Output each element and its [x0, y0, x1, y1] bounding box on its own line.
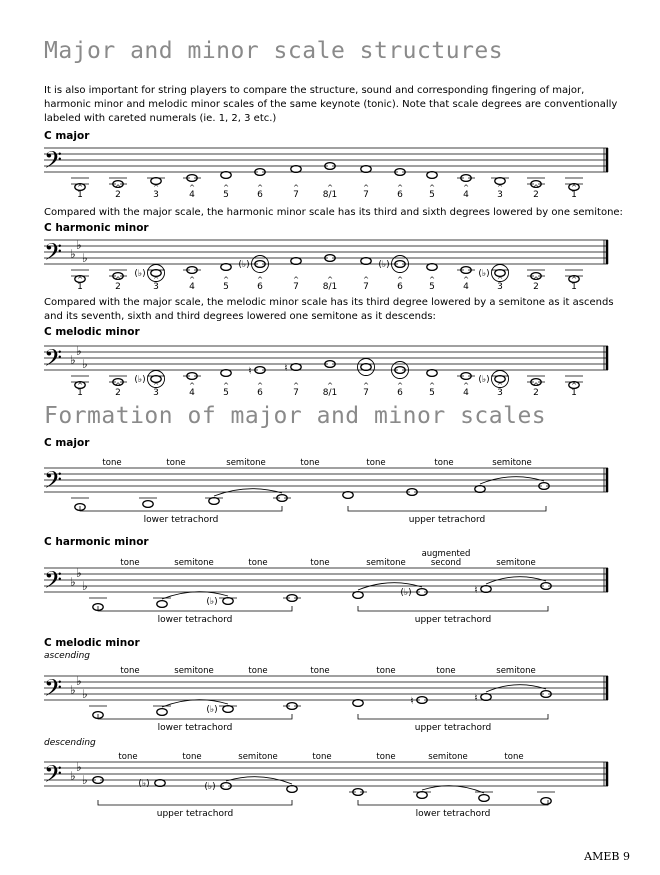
step-label: tone: [102, 458, 122, 468]
scale-degree: 7: [293, 388, 299, 398]
tetrachord-bracket: [348, 506, 546, 511]
tetrachord-brackets: [98, 714, 548, 733]
step-label: tone: [310, 558, 330, 568]
step-label: semitone: [496, 666, 536, 676]
caret: ^: [115, 276, 121, 284]
scale-note: [291, 166, 301, 173]
harmonic-compare-text: Compared with the major scale, the harmonic minor scale has its third and sixth degrees lowered by one semitone:: [44, 207, 623, 218]
formation-melodic-desc-notes: [93, 777, 555, 805]
scale-degree: 5: [223, 388, 229, 398]
formation-melodic-ascending-staff: [0, 652, 660, 737]
formation-harmonic-notes: [89, 577, 551, 611]
tetrachord-brackets: [80, 506, 546, 525]
svg-text:♭: ♭: [70, 247, 76, 261]
scale-note: [343, 492, 353, 499]
tetrachord-brackets: [98, 606, 548, 625]
bass-clef-icon: 𝄢: [44, 466, 63, 499]
bass-clef-icon: 𝄢: [44, 344, 63, 377]
scale-note: [479, 795, 489, 802]
melodic-compare-text: Compared with the major scale, the melodic minor scale has its third degree lowered by a semitone as it ascends and its seventh, sixth and third degrees lowered one semitone as it descends:: [44, 297, 614, 322]
flat-accidental: (♭): [134, 375, 146, 385]
svg-text:♭: ♭: [76, 760, 82, 774]
tetrachord-label: lower tetrachord: [415, 809, 491, 819]
step-label: tone: [182, 752, 202, 762]
caret: ^: [257, 382, 263, 390]
caret: ^: [497, 276, 503, 284]
step-label: tone: [120, 558, 140, 568]
scale-note: [481, 586, 491, 593]
scale-degree: 6: [397, 282, 403, 292]
c-melodic-minor-notes: [71, 359, 583, 399]
step-label: semitone: [492, 458, 532, 468]
step-label: semitone: [496, 558, 536, 568]
caret: ^: [533, 276, 539, 284]
svg-text:♭: ♭: [76, 674, 82, 688]
formation-c-major-notes: [71, 477, 549, 511]
slur: [162, 592, 228, 599]
scale-note: [353, 700, 363, 707]
scale-degree: 6: [397, 190, 403, 200]
tetrachord-bracket: [98, 606, 292, 611]
intro-paragraph: It is also important for string players to compare the structure, sound and corresponding fingering of major, harmonic minor and melodic minor scales of the same keynote (tonic). Note that scale degrees are conventionally labeled with careted numerals (ie. 1, 2, 3 etc.): [44, 85, 618, 124]
c-major-scale-staff: [0, 143, 660, 200]
step-label: tone: [436, 666, 456, 676]
descending-label: descending: [44, 738, 96, 748]
scale-note: [143, 501, 153, 508]
caret: ^: [115, 382, 121, 390]
harmonic-step-labels: [120, 549, 535, 568]
scale-note: [361, 364, 371, 371]
caret: ^: [363, 382, 369, 390]
scale-degree: 4: [463, 282, 469, 292]
key-signature-flats: [70, 760, 88, 787]
step-label: tone: [118, 752, 138, 762]
scale-note: [157, 709, 167, 716]
bass-clef-icon: 𝄢: [44, 238, 63, 271]
caret: ^: [77, 184, 83, 192]
c-melodic-minor-label: C melodic minor: [44, 326, 140, 338]
scale-degree: 5: [429, 190, 435, 200]
flat-accidental: (♭): [204, 782, 216, 792]
formation-c-melodic-minor-label: C melodic minor: [44, 637, 140, 649]
caret: ^: [223, 276, 229, 284]
scale-note: [221, 172, 231, 179]
natural-accidental: ♮: [410, 696, 414, 707]
caret: ^: [327, 276, 333, 284]
step-label: semitone: [226, 458, 266, 468]
caret: ^: [189, 184, 195, 192]
tetrachord-bracket: [80, 506, 282, 511]
tetrachord-label: upper tetrachord: [408, 515, 486, 525]
caret: ^: [257, 184, 263, 192]
scale-degree: 4: [189, 190, 195, 200]
step-label: augmented: [421, 549, 471, 559]
c-major-label: C major: [44, 130, 90, 142]
step-label: second: [430, 558, 462, 568]
scale-degree: 5: [429, 388, 435, 398]
scale-note: [353, 592, 363, 599]
section-heading-formation: Formation of major and minor scales: [44, 403, 547, 429]
scale-degree: 6: [257, 282, 263, 292]
tetrachord-label: lower tetrachord: [143, 515, 219, 525]
flat-accidental: (♭): [138, 779, 150, 789]
formation-c-major-staff: [0, 448, 660, 533]
caret: ^: [223, 382, 229, 390]
natural-accidental: ♮: [474, 693, 478, 704]
caret: ^: [327, 184, 333, 192]
caret: ^: [497, 184, 503, 192]
scale-note: [427, 370, 437, 377]
natural-accidental: ♮: [248, 366, 252, 377]
caret: ^: [293, 276, 299, 284]
tetrachord-bracket: [98, 800, 292, 805]
caret: ^: [363, 184, 369, 192]
c-major-notes: [71, 163, 583, 200]
flat-accidental: (♭): [378, 260, 390, 270]
tetrachord-label: upper tetrachord: [414, 723, 492, 733]
tetrachord-bracket: [358, 606, 548, 611]
scale-note: [541, 798, 551, 805]
scale-degree: 4: [189, 282, 195, 292]
page-footer: AMEB 9: [584, 850, 630, 863]
caret: ^: [293, 184, 299, 192]
scale-degree: 2: [533, 388, 539, 398]
step-label: semitone: [366, 558, 406, 568]
tetrachord-bracket: [358, 800, 548, 805]
flat-accidental: (♭): [478, 375, 490, 385]
caret: ^: [77, 382, 83, 390]
bass-clef-icon: 𝄢: [44, 674, 63, 707]
step-label: tone: [434, 458, 454, 468]
scale-note: [291, 364, 301, 371]
svg-text:♭: ♭: [70, 769, 76, 783]
scale-degree: 1: [77, 282, 83, 292]
svg-text:♭: ♭: [82, 579, 88, 593]
ascending-label: ascending: [44, 651, 91, 661]
svg-text:♭: ♭: [70, 353, 76, 367]
natural-accidental: ♮: [284, 363, 288, 374]
scale-degree: 8/1: [322, 388, 338, 398]
key-signature-flats: [70, 238, 88, 265]
scale-note: [481, 694, 491, 701]
c-harmonic-minor-scale-staff: [0, 235, 660, 292]
scale-degree: 2: [115, 388, 121, 398]
scale-degree: 7: [363, 282, 369, 292]
scale-degree: 2: [115, 282, 121, 292]
caret: ^: [397, 382, 403, 390]
scale-note: [223, 598, 233, 605]
step-label: semitone: [174, 666, 214, 676]
caret: ^: [363, 276, 369, 284]
scale-degree: 6: [257, 190, 263, 200]
step-label: tone: [300, 458, 320, 468]
caret: ^: [189, 276, 195, 284]
section-heading-structures: Major and minor scale structures: [44, 38, 504, 64]
scale-degree: 5: [223, 282, 229, 292]
scale-degree: 2: [533, 282, 539, 292]
scale-note: [287, 786, 297, 793]
scale-degree: 4: [463, 388, 469, 398]
scale-degree: 3: [497, 388, 503, 398]
tetrachord-label: lower tetrachord: [157, 615, 233, 625]
scale-degree: 7: [293, 282, 299, 292]
formation-c-harmonic-minor-label: C harmonic minor: [44, 536, 149, 548]
scale-degree: 3: [153, 282, 159, 292]
tetrachord-brackets: [98, 800, 548, 819]
formation-melodic-descending-staff: [0, 738, 660, 823]
c-major-step-labels: [102, 458, 531, 468]
svg-text:♭: ♭: [82, 773, 88, 787]
scale-note: [291, 258, 301, 265]
caret: ^: [463, 276, 469, 284]
caret: ^: [533, 382, 539, 390]
step-label: tone: [376, 752, 396, 762]
flat-accidental: (♭): [134, 269, 146, 279]
scale-degree: 3: [153, 190, 159, 200]
melodic-desc-step-labels: [118, 752, 523, 762]
step-label: semitone: [238, 752, 278, 762]
step-label: tone: [366, 458, 386, 468]
flat-accidental: (♭): [206, 705, 218, 715]
svg-text:♭: ♭: [76, 566, 82, 580]
step-label: tone: [312, 752, 332, 762]
scale-degree: 8/1: [322, 282, 338, 292]
scale-degree: 1: [77, 388, 83, 398]
c-harmonic-minor-label: C harmonic minor: [44, 222, 149, 234]
step-label: tone: [376, 666, 396, 676]
formation-melodic-asc-notes: [89, 685, 551, 719]
bass-clef-icon: 𝄢: [44, 146, 63, 179]
caret: ^: [571, 382, 577, 390]
c-harmonic-minor-notes: [71, 255, 583, 292]
scale-degree: 7: [293, 190, 299, 200]
scale-note: [361, 166, 371, 173]
svg-text:♭: ♭: [76, 238, 82, 252]
flat-accidental: (♭): [206, 597, 218, 607]
tetrachord-bracket: [98, 714, 292, 719]
scale-degree: 2: [115, 190, 121, 200]
svg-text:♭: ♭: [70, 683, 76, 697]
scale-degree: 5: [223, 190, 229, 200]
melodic-asc-step-labels: [120, 666, 535, 676]
scale-degree: 1: [77, 190, 83, 200]
scale-note: [157, 601, 167, 608]
flat-accidental: (♭): [478, 269, 490, 279]
caret: ^: [463, 382, 469, 390]
tetrachord-bracket: [358, 714, 548, 719]
scale-degree: 4: [189, 388, 195, 398]
scale-note: [427, 172, 437, 179]
caret: ^: [189, 382, 195, 390]
key-signature-flats: [70, 344, 88, 371]
scale-note: [155, 780, 165, 787]
step-label: tone: [248, 666, 268, 676]
caret: ^: [153, 184, 159, 192]
tetrachord-label: lower tetrachord: [157, 723, 233, 733]
formation-c-major-label: C major: [44, 437, 90, 449]
scale-degree: 6: [397, 388, 403, 398]
step-label: tone: [120, 666, 140, 676]
scale-note: [427, 264, 437, 271]
step-label: tone: [504, 752, 524, 762]
scale-note: [221, 370, 231, 377]
caret: ^: [115, 184, 121, 192]
caret: ^: [397, 184, 403, 192]
slur: [162, 700, 228, 707]
caret: ^: [463, 184, 469, 192]
caret: ^: [497, 382, 503, 390]
caret: ^: [327, 382, 333, 390]
scale-degree: 3: [497, 190, 503, 200]
caret: ^: [153, 276, 159, 284]
scale-note: [221, 264, 231, 271]
scale-degree: 1: [571, 388, 577, 398]
natural-accidental: ♮: [474, 585, 478, 596]
svg-text:♭: ♭: [82, 687, 88, 701]
scale-note: [209, 498, 219, 505]
caret: ^: [77, 276, 83, 284]
caret: ^: [257, 276, 263, 284]
caret: ^: [153, 382, 159, 390]
svg-text:♭: ♭: [76, 344, 82, 358]
flat-accidental: (♭): [238, 260, 250, 270]
scale-degree: 3: [497, 282, 503, 292]
caret: ^: [429, 184, 435, 192]
scale-note: [223, 706, 233, 713]
key-signature-flats: [70, 566, 88, 593]
scale-degree: 5: [429, 282, 435, 292]
svg-text:♭: ♭: [70, 575, 76, 589]
scale-degree: 7: [363, 388, 369, 398]
scale-degree: 1: [571, 282, 577, 292]
step-label: semitone: [428, 752, 468, 762]
caret: ^: [293, 382, 299, 390]
step-label: tone: [166, 458, 186, 468]
step-label: semitone: [174, 558, 214, 568]
c-melodic-minor-scale-staff: [0, 341, 660, 398]
svg-text:♭: ♭: [82, 357, 88, 371]
formation-c-harmonic-minor-staff: [0, 548, 660, 633]
step-label: tone: [310, 666, 330, 676]
caret: ^: [571, 276, 577, 284]
caret: ^: [571, 184, 577, 192]
scale-degree: 6: [257, 388, 263, 398]
scale-degree: 7: [363, 190, 369, 200]
tetrachord-label: upper tetrachord: [156, 809, 234, 819]
bass-clef-icon: 𝄢: [44, 760, 63, 793]
key-signature-flats: [70, 674, 88, 701]
caret: ^: [223, 184, 229, 192]
caret: ^: [429, 382, 435, 390]
caret: ^: [429, 276, 435, 284]
caret: ^: [533, 184, 539, 192]
caret: ^: [397, 276, 403, 284]
scale-degree: 8/1: [322, 190, 338, 200]
flat-accidental: (♭): [400, 588, 412, 598]
slur: [422, 786, 484, 793]
scale-note: [417, 792, 427, 799]
scale-degree: 1: [571, 190, 577, 200]
bass-clef-icon: 𝄢: [44, 566, 63, 599]
step-label: tone: [248, 558, 268, 568]
svg-text:♭: ♭: [82, 251, 88, 265]
scale-degree: 3: [153, 388, 159, 398]
tetrachord-label: upper tetrachord: [414, 615, 492, 625]
scale-note: [475, 486, 485, 493]
scale-note: [361, 258, 371, 265]
scale-degree: 4: [463, 190, 469, 200]
scale-degree: 2: [533, 190, 539, 200]
